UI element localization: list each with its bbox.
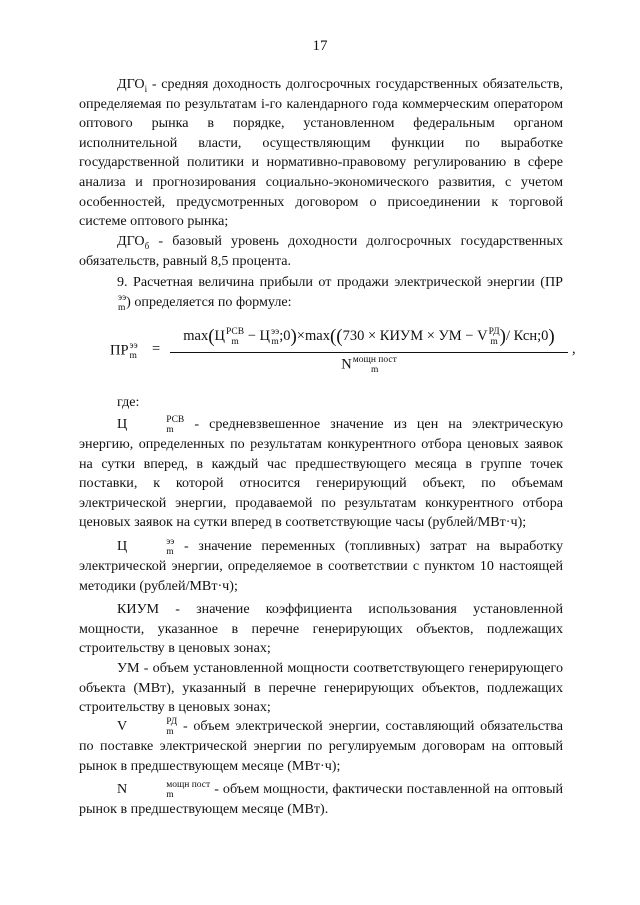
symbol-pr-scripts — [80, 293, 126, 313]
definition-dgo-b-text: - базовый уровень доходности долгосрочных государственных обязательств, равный 8,5 процента. — [79, 233, 563, 269]
term-dgo-sub: i — [144, 83, 148, 94]
term-dgo: ДГО — [117, 76, 145, 92]
definition-c-ee-symbol: Ц — [117, 538, 128, 555]
definition-c-rsv — [79, 415, 563, 533]
definition-v-rd — [79, 717, 563, 776]
formula-equals: = — [152, 341, 161, 357]
paren-close-3: ) — [548, 326, 555, 347]
numerator-730-term: 730 × КИУМ × УМ − V — [342, 328, 488, 344]
definition-v-scripts — [128, 717, 177, 737]
definition-c-rsv-sub: m — [166, 425, 174, 435]
definition-v-symbol: V — [117, 718, 128, 735]
symbol-pr-sub: m — [118, 302, 126, 313]
numerator-v-scripts — [489, 327, 500, 347]
definition-n-sup: мощн пост — [166, 780, 211, 790]
numerator-v-sub: m — [490, 336, 498, 347]
numerator-minus: − — [247, 328, 256, 344]
numerator-c-ee-sup: ээ — [271, 326, 280, 337]
formula-lhs-scripts — [130, 341, 138, 361]
numerator-c-rsv-scripts — [226, 327, 244, 347]
denominator-n: N — [341, 356, 352, 373]
numerator-c-rsv-sup: РСВ — [226, 326, 245, 337]
definition-c-ee-sup: ээ — [166, 537, 175, 547]
definition-dgo-text: - средняя доходность долгосрочных государственных обязательств, определяемая по результатам i-го календарного года коммерческим оператором оптового рынка в порядке, установленном федеральным органом исполнительной власти, осуществляющим функции по выработке государственной политики и нормативно-правовому регулированию в сфере анализа и прогнозирования социально-экономического развития, с учетом особенностей, предусмотренных договором о присоединении к торговой системе оптового рынка; — [79, 76, 563, 230]
paragraph-dgo-b — [79, 232, 563, 271]
paren-open-2: (( — [329, 326, 343, 347]
symbol-pr: ПР — [544, 274, 563, 290]
numerator-c-ee: Ц — [259, 328, 271, 344]
denominator-scripts — [353, 355, 397, 375]
denominator-sub: m — [371, 365, 379, 375]
formula-lhs-symbol: ПР — [110, 342, 129, 359]
denominator-sup: мощн пост — [352, 355, 397, 365]
fraction-bar — [170, 352, 568, 353]
definition-v-sub: m — [166, 727, 174, 737]
numerator-times: × — [296, 328, 305, 344]
paren-close: ) — [290, 326, 297, 347]
formula-denominator — [170, 355, 568, 375]
definition-c-rsv-sup: РСВ — [166, 415, 185, 425]
definition-n-power — [79, 780, 563, 820]
definition-c-rsv-scripts — [128, 415, 184, 435]
definition-n-symbol: N — [117, 781, 128, 798]
numerator-c-ee-scripts — [271, 327, 279, 347]
definition-c-ee-scripts — [128, 537, 174, 557]
definition-c-ee-sub: m — [166, 547, 174, 557]
where-label: где: — [117, 394, 140, 410]
paren-close-2: ) — [499, 326, 506, 347]
definition-kium: КИУМ - значение коэффициента использования установленной мощности, указанное в перечне генерирующих объектов, подлежащих строительству в ценовых зонах; — [79, 601, 563, 657]
paragraph-9-text-2: ) определяется по формуле: — [126, 293, 292, 310]
formula-comma: , — [572, 341, 576, 357]
paragraph-9-text-1: 9. Расчетная величина прибыли от продажи электрической энергии — [117, 274, 535, 290]
numerator-c-ee-sub: m — [271, 336, 279, 347]
numerator-v-sup: РД — [488, 326, 500, 337]
definition-v-sup: РД — [166, 717, 178, 727]
definition-v-text: - объем электрической энергии, составляющий обязательства по поставке электрической энергии по регулируемым договорам на оптовый рынок в предшествующем месяце (МВт·ч); — [79, 718, 563, 774]
numerator-c-rsv: Ц — [214, 328, 226, 344]
term-dgo-b: ДГО — [117, 233, 145, 249]
paragraph-9-open-paren: ( — [540, 274, 545, 290]
definition-c-rsv-text: - средневзвешенное значение из цен на электрическую энергию, определенных по результатам конкурентного отбора ценовых заявок на сутки вперед, в каждый час предшествующего месяца в группе точек поставки, к которой относится генерирующий объект, по объемам электрической энергии, продаваемой по результатам конкурентного отбора ценовых заявок на сутки вперед в соответствующие часы (рублей/МВт·ч); — [79, 416, 563, 531]
symbol-pr-sup: ээ — [118, 292, 127, 303]
term-dgo-b-sub: б — [144, 240, 150, 251]
formula-lhs-sub: m — [129, 351, 137, 361]
definition-c-ee-text: - значение переменных (топливных) затрат на выработку электрической энергии, определяемое в соответствии с пунктом 10 настоящей методики (рублей/МВт·ч); — [79, 538, 563, 594]
definition-n-scripts — [128, 780, 210, 800]
numerator-zero-1: ;0 — [279, 328, 291, 344]
formula-lhs — [110, 341, 138, 361]
formula-numerator — [170, 326, 568, 348]
numerator-max-1: max — [183, 328, 209, 344]
profit-formula — [110, 322, 580, 384]
definition-c-ee — [79, 537, 563, 596]
paragraph-dgo-i — [79, 75, 563, 232]
paren-open: ( — [208, 326, 215, 347]
definition-c-rsv-symbol: Ц — [117, 416, 128, 433]
definition-n-sub: m — [166, 790, 174, 800]
page-number: 17 — [312, 38, 328, 54]
numerator-max-2: max — [304, 328, 330, 344]
definition-um: УМ - объем установленной мощности соответствующего генерирующего объекта (МВт), указанный в перечне генерирующих объектов, подлежащих строительству в ценовых зонах; — [79, 660, 563, 716]
definition-n-text: - объем мощности, фактически поставленной на оптовый рынок в предшествующем месяце (МВт). — [79, 781, 563, 817]
numerator-c-rsv-sub: m — [231, 336, 239, 347]
formula-lhs-sup: ээ — [129, 341, 138, 351]
paragraph-9 — [79, 273, 563, 313]
numerator-ksn: / Ксн;0 — [505, 328, 549, 344]
